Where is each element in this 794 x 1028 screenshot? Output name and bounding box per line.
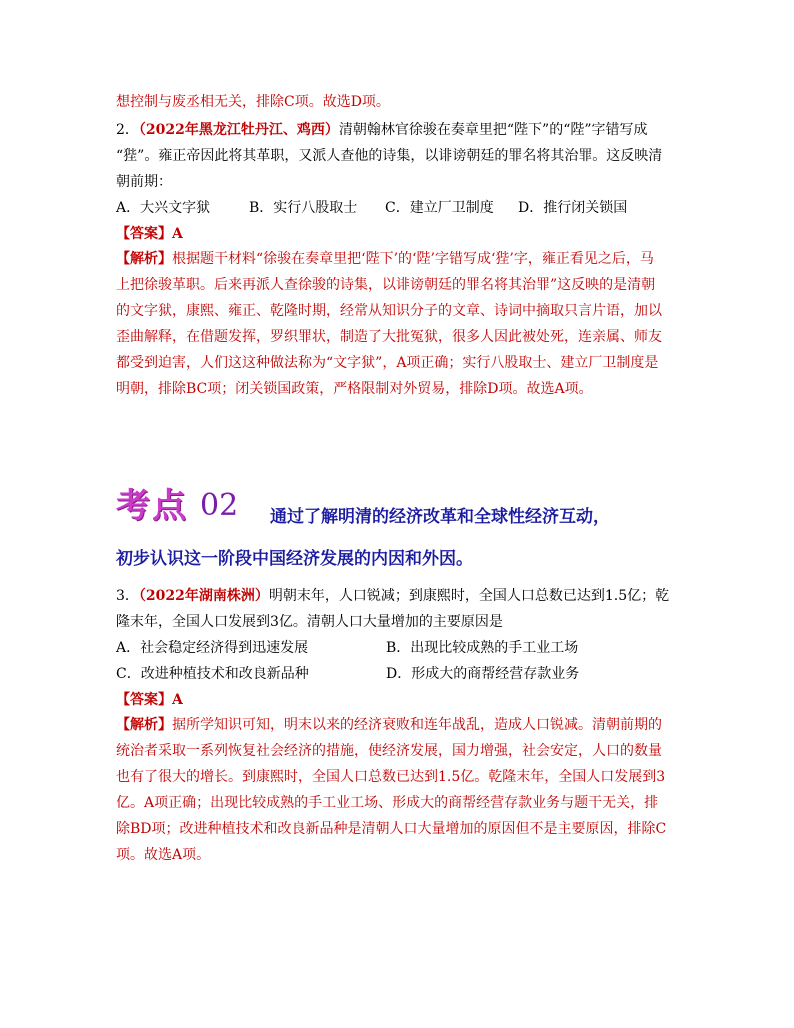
q3-option-b: B．出现比较成熟的手工业工场 [386, 640, 579, 656]
section-header [116, 482, 238, 526]
q2-analysis-line-5: 都受到迫害，人们这这种做法称为“文字狱”，A项正确；实行八股取士、建立厂卫制度是 [116, 355, 659, 371]
q2-analysis [116, 246, 676, 402]
q3-analysis-line-4: 亿。A项正确；出现比较成熟的手工业工场、形成大的商帮经营存款业务与题干无关，排 [116, 795, 659, 811]
q2-answer [116, 222, 676, 246]
continuation-text: 想控制与废丞相无关，排除C项。故选D项。 [116, 94, 390, 110]
q3-source: （2022年湖南株洲） [138, 588, 269, 604]
q3-stem-line-2: 隆末年，全国人口发展到3亿。清朝人口大量增加的主要原因是 [116, 614, 503, 630]
q2-analysis-line-1 [116, 246, 676, 272]
q3-analysis-text-1: 据所学知识可知，明末以来的经济衰败和连年战乱，造成人口锐减。清朝前期的 [172, 717, 662, 733]
q3-answer-value: A [172, 692, 183, 708]
q2-analysis-text-1: 根据题干材料“徐骏在奏章里把‘陛下’的‘陛’字错写成‘狴’字，雍正看见之后，马 [172, 251, 654, 267]
q3-analysis-line-6: 项。故选A项。 [116, 847, 211, 863]
q3-analysis-line-2: 统治者采取一系列恢复社会经济的措施，使经济发展，国力增强，社会安定，人口的数量 [116, 743, 662, 759]
q2-analysis-line-2: 上把徐骏革职。后来再派人查徐骏的诗集，以诽谤朝廷的罪名将其治罪”这反映的是清朝 [116, 277, 656, 293]
q3-stem-text-1: 明朝末年，人口锐减；到康熙时，全国人口总数已达到1.5亿；乾 [268, 588, 670, 604]
q2-option-d: D．推行闭关锁国 [518, 200, 628, 216]
q3-options-row-2 [116, 662, 676, 686]
q2-options [116, 196, 676, 220]
q3-answer-label: 【答案】 [116, 692, 172, 708]
q3-analysis [116, 712, 676, 868]
section-number: 02 [200, 488, 239, 523]
q2-option-c: C．建立厂卫制度 [385, 200, 494, 216]
q2-stem-line-2: “狴”。雍正帝因此将其革职，又派人查他的诗集，以诽谤朝廷的罪名将其治罪。这反映清 [116, 148, 663, 164]
section-title-line-2: 初步认识这一阶段中国经济发展的内因和外因。 [116, 549, 473, 569]
q2-answer-label: 【答案】 [116, 226, 172, 242]
q3-analysis-line-5: 除BD项；改进种植技术和改良新品种是清朝人口大量增加的原因但不是主要原因，排除C [116, 821, 667, 837]
q3-option-c: C．改进种植技术和改良新品种 [116, 666, 309, 682]
q3-analysis-line-3: 也有了很大的增长。到康熙时，全国人口总数已达到1.5亿。乾隆末年，全国人口发展到3 [116, 769, 666, 785]
q3-options-row-1 [116, 636, 676, 660]
question-2 [116, 118, 676, 402]
q2-option-b: B．实行八股取士 [249, 200, 358, 216]
section-word: 考点 [116, 486, 188, 526]
q3-option-a: A．社会稳定经济得到迅速发展 [116, 640, 309, 656]
q2-stem-line-3: 朝前期： [116, 174, 172, 190]
q2-source: （2022年黑龙江牡丹江、鸡西） [138, 122, 339, 138]
q2-stem-text-1: 清朝翰林官徐骏在奏章里把“陛下”的“陛”字错写成 [338, 122, 648, 138]
q2-analysis-line-4: 歪曲解释，在借题发挥，罗织罪状，制造了大批冤狱，很多人因此被处死，连亲属、师友 [116, 329, 662, 345]
section-title-line-1: 通过了解明清的经济改革和全球性经济互动， [270, 507, 610, 527]
q3-analysis-label: 【解析】 [116, 717, 172, 733]
q2-option-a: A．大兴文字狱 [116, 200, 211, 216]
q3-answer [116, 688, 676, 712]
question-3 [116, 584, 676, 868]
q2-analysis-line-3: 的文字狱，康熙、雍正、乾隆时期，经常从知识分子的文章、诗词中摘取只言片语，加以 [116, 303, 662, 319]
q2-stem-line-1 [116, 118, 676, 142]
q2-analysis-label: 【解析】 [116, 251, 172, 267]
q3-stem-line-1 [116, 584, 676, 608]
q3-analysis-line-1 [116, 712, 676, 738]
q2-answer-value: A [172, 226, 183, 242]
q3-number: 3． [116, 588, 139, 604]
previous-answer-continuation [116, 90, 676, 114]
q3-option-d: D．形成大的商帮经营存款业务 [386, 666, 580, 682]
q2-analysis-line-6: 明朝，排除BC项；闭关锁国政策，严格限制对外贸易，排除D项。故选A项。 [116, 381, 593, 397]
q2-number: 2． [116, 122, 139, 138]
